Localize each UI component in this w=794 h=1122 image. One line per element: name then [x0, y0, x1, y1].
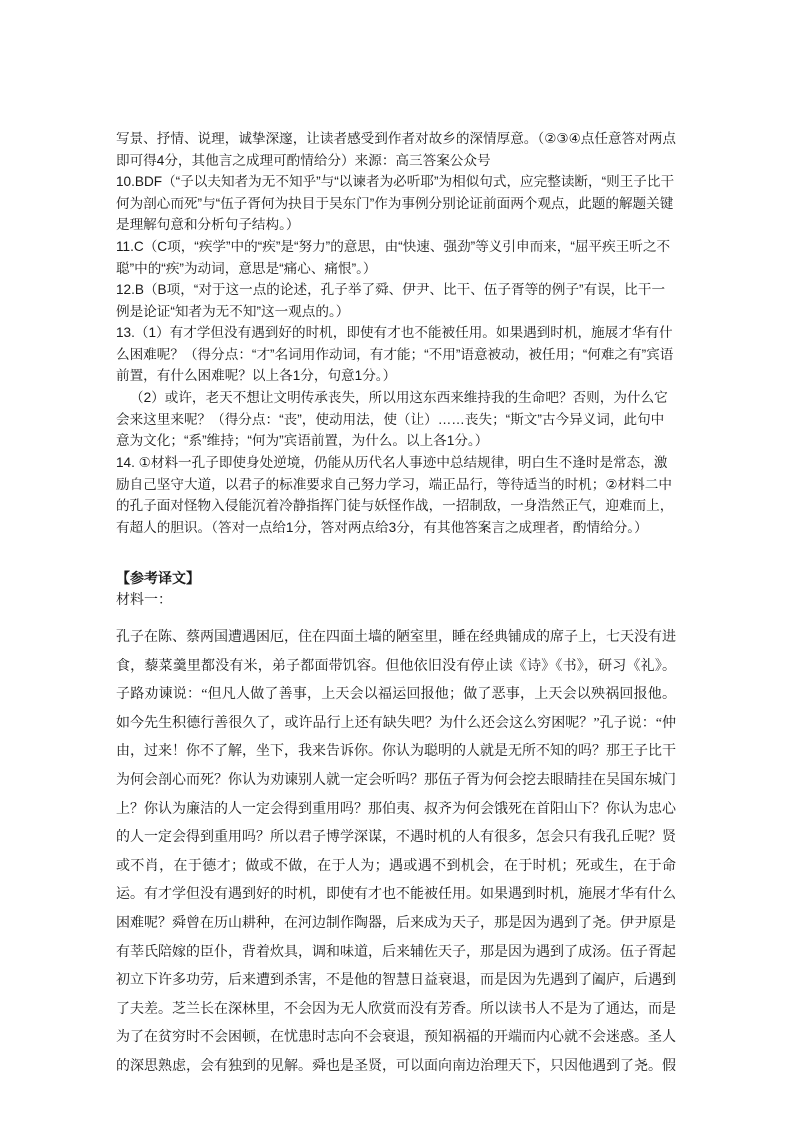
answer-13-1: 13.（1）有才学但没有遇到好的时机，即使有才也不能被任用。如果遇到时机，施展才华有什么困难呢？（得分点：“才”名词用作动词，有才能；“不用”语意被动，被任用；“何难之有”宾语前置，有什么困难呢？以上各1分，句意1分。）	[116, 325, 674, 383]
answer-11: 11.C（C项，“疾学”中的“疾”是“努力”的意思，由“快速、强劲”等义引申而来，“屈平疾王听之不聪”中的“疾”为动词，意思是“痛心、痛恨”。）	[116, 239, 671, 276]
answer-14: 14. ①材料一孔子即使身处逆境，仍能从历代名人事迹中总结规律，明白生不逢时是常态，激励自己坚守大道，以君子的标准要求自己努力学习，端正品行，等待适当的时机；②材料二中的孔子面对怪物入侵能沉着冷静指挥门徒与妖怪作战，一招制敌，一身浩然正气，迎难而上，有超人的胆识。（答对一点给1分，答对两点给3分，有其他答案言之成理者，酌情给分。）	[116, 455, 674, 535]
answer-9-tail: 写景、抒情、说理，诚挚深邃，让读者感受到作者对故乡的深情厚意。（②③④点任意答对两点即可得4分，其他言之成理可酌情给分）来源：高三答案公众号	[116, 131, 676, 168]
material-one-label: 材料一：	[116, 593, 172, 608]
answer-12: 12.B（B项，“对于这一点的论述，孔子举了舜、伊尹、比干、伍子胥等的例子”有误，比干一例是论证“知者为无不知”这一观点的。）	[116, 282, 666, 319]
answer-10: 10.BDF（“子以夫知者为无不知乎”与“以谏者为必听耶”为相似句式，应完整读断，“则王子比干何为剖心而死”与“伍子胥何为抉目于吴东门”作为事例分别论证前面两个观点，此题的解题关键是理解句意和分析句子结构。）	[116, 174, 675, 232]
translation-text: 孔子在陈、蔡两国遭遇困厄，住在四面土墙的陋室里，睡在经典铺成的席子上，七天没有进食，藜菜羹里都没有米，弟子都面带饥容。但他依旧没有停止读《诗》《书》，研习《礼》。子路劝谏说：“但凡人做了善事，上天会以福运回报他；做了恶事，上天会以殃祸回报他。如今先生积德行善很久了，或许品行上还有缺失吧？为什么还会这么穷困呢？”孔子说：“仲由，过来！你不了解，坐下，我来告诉你。你认为聪明的人就是无所不知的吗？那王子比干为何会剖心而死？你认为劝谏别人就一定会听吗？那伍子胥为何会挖去眼睛挂在吴国东城门上？你认为廉洁的人一定会得到重用吗？那伯夷、叔齐为何会饿死在首阳山下？你认为忠心的人一定会得到重用吗？所以君子博学深谋，不遇时机的人有很多，怎会只有我孔丘呢？贤或不肖，在于德才；做或不做，在于人为；遇或遇不到机会，在于时机；死或生，在于命运。有才学但没有遇到好的时机，即使有才也不能被任用。如果遇到时机，施展才华有什么困难呢？舜曾在历山耕种，在河边制作陶器，后来成为天子，那是因为遇到了尧。伊尹原是有莘氏陪嫁的臣仆，背着炊具，调和味道，后来辅佐天子，那是因为遇到了成汤。伍子胥起初立下许多功劳，后来遭到杀害，不是他的智慧日益衰退，而是因为先遇到了阖庐，后遇到了夫差。芝兰长在深林里，不会因为无人欣赏而没有芳香。所以读书人不是为了通达，而是为了在贫穷时不会困顿，在忧患时志向不会衰退，预知祸福的开端而内心就不会迷惑。圣人的深思熟虑，会有独到的见解。舜也是圣贤，可以面向南边治理天下，只因他遇到了尧。假	[116, 630, 676, 1074]
reference-translation-heading: 【参考译文】	[116, 572, 200, 587]
answer-13-2: （2）或许，老天不想让文明传承丧失，所以用这东西来维持我的生命吧？否则，为什么它会来这里来呢？（得分点：“丧”，使动用法，使（让）……丧失；“斯文”古今异义词，此句中意为文化；“系”维持；“何为”宾语前置，为什么。以上各1分。）	[116, 390, 668, 448]
